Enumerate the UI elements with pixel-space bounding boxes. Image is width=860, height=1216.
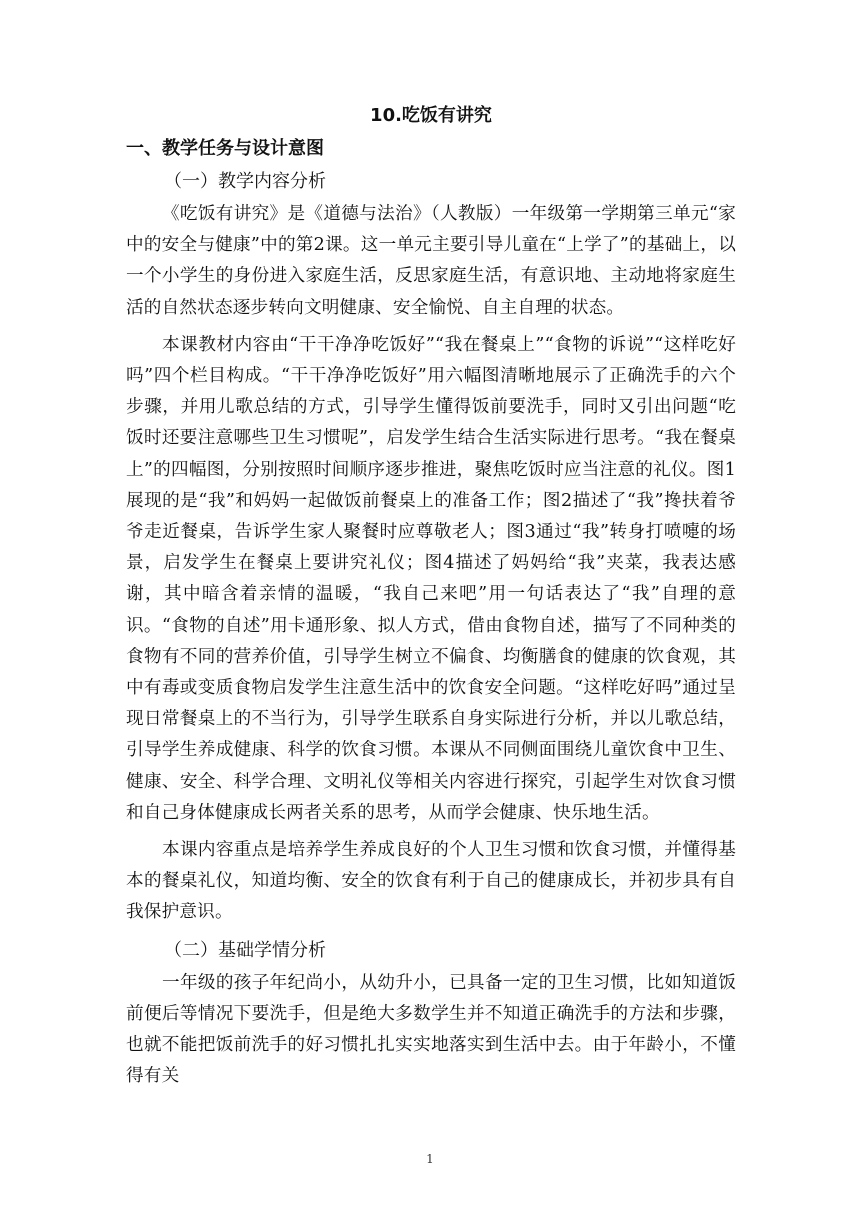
paragraph: 《吃饭有讲究》是《道德与法治》（人教版）一年级第一学期第三单元“家中的安全与健康”中的第2课。这一单元主要引导儿童在“上学了”的基础上，以一个小学生的身份进入家庭生活，反思家庭生活，有意识地、主动地将家庭生活的自然状态逐步转向文明健康、安全愉悦、自主自理的状态。 bbox=[126, 204, 736, 318]
document-body bbox=[126, 100, 736, 1098]
document-title: 10.吃饭有讲究 bbox=[370, 105, 492, 126]
subsection-heading-content-analysis: （一）教学内容分析 bbox=[164, 171, 326, 192]
paragraph: 本课教材内容由“干干净净吃饭好”“我在餐桌上”“食物的诉说”“这样吃好吗”四个栏目构成。“干干净净吃饭好”用六幅图清晰地展示了正确洗手的六个步骤，并用儿歌总结的方式，引导学生懂得饭前要洗手，同时又引出问题“吃饭时还要注意哪些卫生习惯呢”，启发学生结合生活实际进行思考。“我在餐桌上”的四幅图，分别按照时间顺序逐步推进，聚焦吃饭时应当注意的礼仪。图1展现的是“我”和妈妈一起做饭前餐桌上的准备工作；图2描述了“我”搀扶着爷爷走近餐桌，告诉学生家人聚餐时应尊敬老人；图3通过“我”转身打喷嚏的场景，启发学生在餐桌上要讲究礼仪；图4描述了妈妈给“我”夹菜，我表达感谢，其中暗含着亲情的温暖，“我自己来吧”用一句话表达了“我”自理的意识。“食物的自述”用卡通形象、拟人方式，借由食物自述，描写了不同种类的食物有不同的营养价值，引导学生树立不偏食、均衡膳食的健康的饮食观，其中有毒或变质食物启发学生注意生活中的饮食安全问题。“这样吃好吗”通过呈现日常餐桌上的不当行为，引导学生联系自身实际进行分析，并以儿歌总结，引导学生养成健康、科学的饮食习惯。本课从不同侧面围绕儿童饮食中卫生、健康、安全、科学合理、文明礼仪等相关内容进行探究，引起学生对饮食习惯和自己身体健康成长两者关系的思考，从而学会健康、快乐地生活。 bbox=[126, 334, 736, 823]
paragraph: 本课内容重点是培养学生养成良好的个人卫生习惯和饮食习惯，并懂得基本的餐桌礼仪，知道均衡、安全的饮食有利于自己的健康成长，并初步具有自我保护意识。 bbox=[126, 840, 736, 923]
page-number: 1 bbox=[426, 1152, 434, 1166]
section-heading: 一、教学任务与设计意图 bbox=[126, 138, 324, 159]
subsection-heading-student-analysis: （二）基础学情分析 bbox=[164, 939, 326, 961]
paragraph: 一年级的孩子年纪尚小，从幼升小，已具备一定的卫生习惯，比如知道饭前便后等情况下要洗手，但是绝大多数学生并不知道正确洗手的方法和步骤，也就不能把饭前洗手的好习惯扎扎实实地落实到生活中去。由于年龄小，不懂得有关 bbox=[126, 972, 736, 1087]
